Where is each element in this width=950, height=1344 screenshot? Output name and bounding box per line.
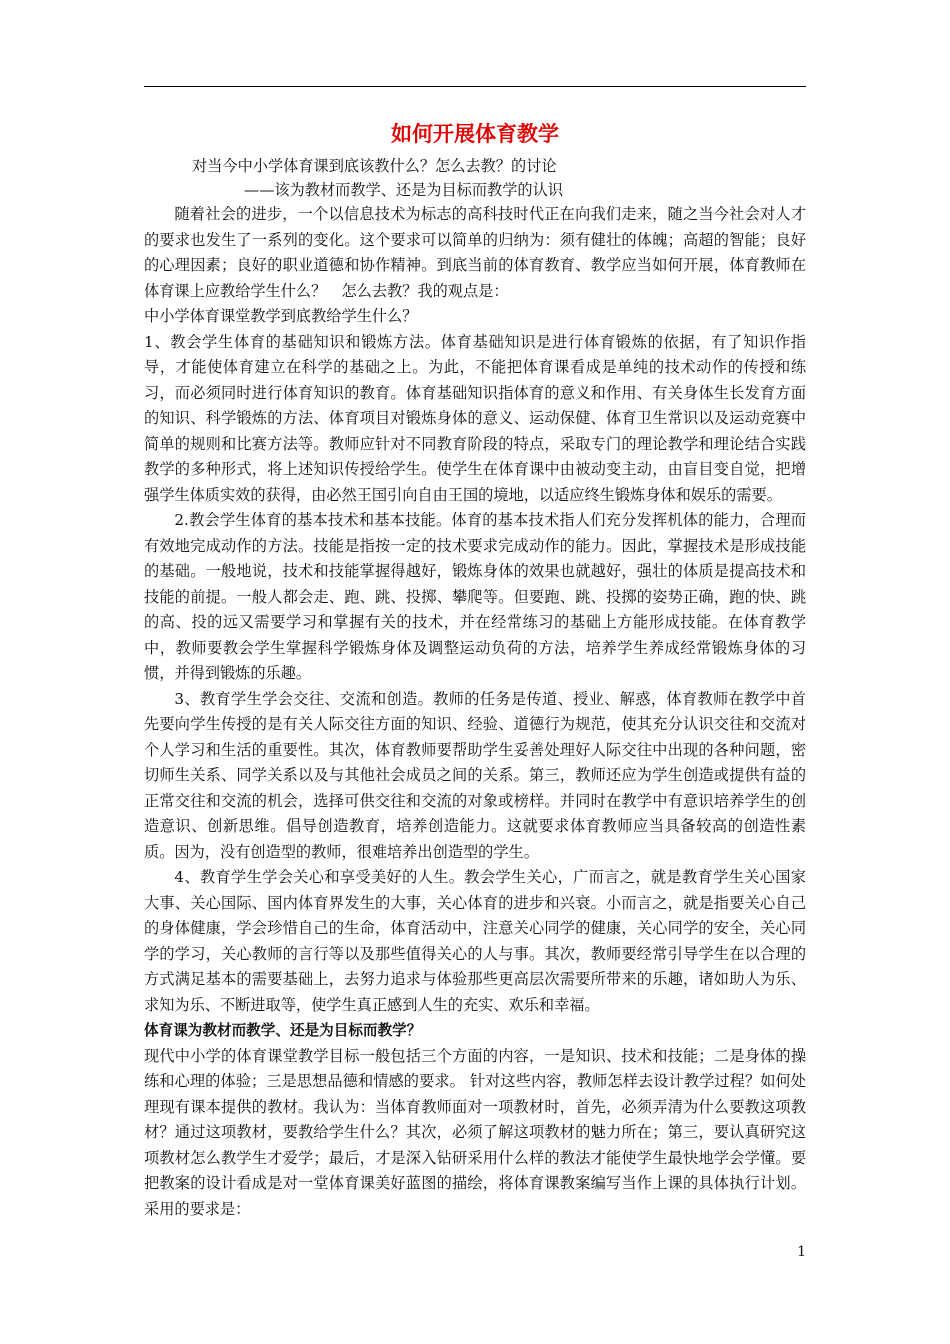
paragraph-point-2: 2.教会学生体育的基本技术和基本技能。体育的基本技术指人们充分发挥机体的能力，合理而有效地完成动作的方法。技能是指按一定的技术要求完成动作的能力。因此，掌握技术是形成技能的基础。一般地说，技术和技能掌握得越好，锻炼身体的效果也就越好，强壮的体质是提高技术和技能的前提。一般人都会走、跑、跳、投掷、攀爬等。但要跑、跳、投掷的姿势正确，跑的快、跳的高、投的远又需要学习和掌握有关的技术，并在经常练习的基础上方能形成技能。在体育教学中，教师要教会学生掌握科学锻炼身体及调整运动负荷的方法，培养学生养成经常锻炼身体的习惯，并得到锻炼的乐趣。 (144, 511, 806, 682)
paragraph-point-3: 3、教育学生学会交往、交流和创造。教师的任务是传道、授业、解惑，体育教师在教学中首先要向学生传授的是有关人际交往方面的知识、经验、道德行为规范，使其充分认识交往和交流对个人学习和生活的重要性。其次，体育教师要帮助学生妥善处理好人际交往中出现的各种问题，密切师生关系、同学关系以及与其他社会成员之间的关系。第三，教师还应为学生创造或提供有益的正常交往和交流的机会，选择可供交往和交流的对象或榜样。并同时在教学中有意识培养学生的创造意识、创新思维。倡导创造教育，培养创造能力。这就要求体育教师应当具备较高的创造性素质。因为，没有创造型的教师，很难培养出创造型的学生。 (144, 689, 806, 861)
document-title: 如何开展体育教学 (391, 122, 559, 146)
subtitle-line-2: ——该为教材而教学、还是为目标而教学的认识 (244, 181, 563, 199)
paragraph-point-4: 4、教育学生学会关心和享受美好的人生。教会学生关心，广而言之，就是教育学生关心国家大事、关心国际、国内体育界发生的大事，关心体育的进步和兴衰。小而言之，就是指要关心自己的身体健康，学会珍惜自己的生命，体育活动中，注意关心同学的健康，关心同学的安全，关心同学的学习，关心教师的言行等以及那些值得关心的人与事。其次，教师要经常引导学生在以合理的方式满足基本的需要基础上，去努力追求与体验那些更高层次需要所带来的乐趣，诸如助人为乐、求知为乐、不断进取等，使学生真正感到人生的充实、欢乐和幸福。 (144, 868, 806, 1014)
paragraph-intro: 随着社会的进步，一个以信息技术为标志的高科技时代正在向我们走来，随之当今社会对人才的要求也发生了一系列的变化。这个要求可以简单的归纳为：须有健壮的体魄；高超的智能；良好的心理因素；良好的职业道德和协作精神。到底当前的体育教育、教学应当如何开展，体育教师在体育课上应教给学生什么？ 怎么去教？我的观点是： (144, 205, 806, 300)
section-heading-2: 体育课为教材而教学、还是为目标而教学？ (144, 1022, 422, 1039)
page-number: 1 (797, 1244, 806, 1260)
document-page (144, 118, 806, 1222)
paragraph-point-1: 1、教会学生体育的基础知识和锻炼方法。体育基础知识是进行体育锻炼的依据，有了知识作指导，才能使体育建立在科学的基础之上。为此，不能把体育课看成是单纯的技术动作的传授和练习，而必须同时进行体育知识的教育。体育基础知识指体育的意义和作用、有关身体生长发育方面的知识、科学锻炼的方法、体育项目对锻炼身体的意义、运动保健、体育卫生常识以及运动竞赛中简单的规则和比赛方法等。教师应针对不同教育阶段的特点，采取专门的理论教学和理论结合实践教学的多种形式，将上述知识传授给学生。使学生在体育课中由被动变主动，由盲目变自觉，把增强学生体质实效的获得，由必然王国引向自由王国的境地，以适应终生锻炼身体和娱乐的需要。 (144, 332, 806, 504)
paragraph-objectives: 现代中小学的体育课堂教学目标一般包括三个方面的内容，一是知识、技术和技能；二是身体的操练和心理的体验；三是思想品德和情感的要求。 针对这些内容，教师怎样去设计教学过程？如何处理现有课本提供的教材。我认为：当体育教师面对一项教材时，首先，必须弄清为什么要教这项教材？通过这项教材，要教给学生什么？其次，必须了解这项教材的魅力所在；第三，要认真研究这项教材怎么教学生才爱学；最后，才是深入钻研采用什么样的教法才能使学生最快地学会学懂。要把教案的设计看成是对一堂体育课美好蓝图的描绘，将体育课教案编写当作上课的具体执行计划。采用的要求是： (144, 1046, 806, 1218)
header-rule (144, 86, 806, 87)
subtitle-line-1: 对当今中小学体育课到底该教什么？怎么去教？的讨论 (192, 157, 557, 175)
section-heading-1: 中小学体育课堂教学到底教给学生什么？ (144, 307, 418, 325)
